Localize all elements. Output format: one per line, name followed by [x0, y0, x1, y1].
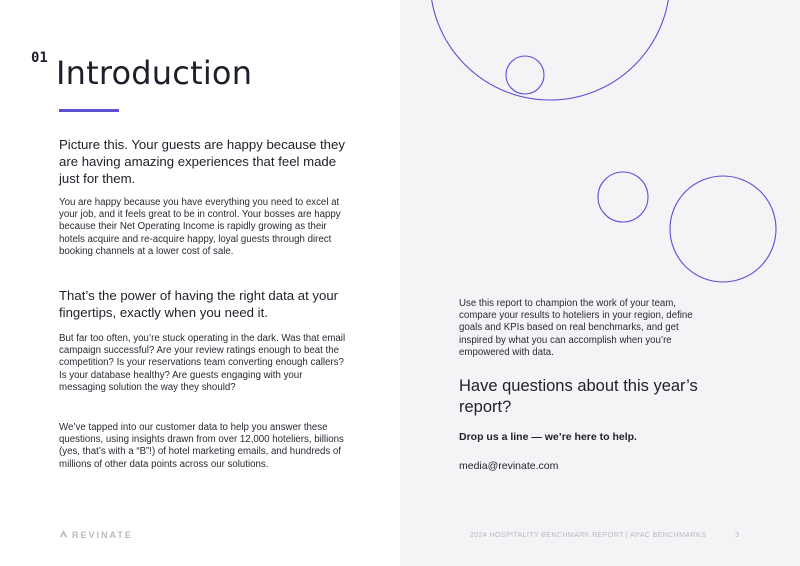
contact-cta: Drop us a line — we’re here to help.	[459, 431, 637, 443]
body-paragraph-1: You are happy because you have everything you need to excel at your job, and it feels great to be in control. Your bosses are happy because their Net Operating Income is rapidly growing as their hotels acquire and re-acquire happy, loyal guests through direct booking channels at a lower cost of sale.	[59, 197, 341, 257]
page-number: 3	[735, 530, 740, 539]
footer-logo-text: REVINATE	[72, 529, 133, 540]
title-underline	[59, 109, 119, 112]
report-intro-text: Use this report to champion the work of your team, compare your results to hoteliers in your region, define goals and KPIs based on real benchmarks, and get inspired by what you can accomplish when you’re empowered with data.	[459, 298, 693, 358]
contact-email-link[interactable]: media@revinate.com	[459, 460, 559, 472]
lead-paragraph-1: Picture this. Your guests are happy because they are having amazing experiences that feel made just for them.	[59, 137, 345, 186]
small-circle-top	[506, 56, 544, 94]
medium-circle	[670, 176, 776, 282]
body-paragraph-2: But far too often, you’re stuck operating in the dark. Was that email campaign successful? Are your review ratings enough to beat the competition? Is your reservations team converting enough callers? Is your database healthy? Are guests engaging with your messaging solution the way they should?	[59, 333, 346, 393]
right-page	[400, 0, 800, 566]
small-circle-middle	[598, 172, 648, 222]
page-title: Introduction	[56, 54, 253, 92]
lead-paragraph-2: That’s the power of having the right data at your fingertips, exactly when you need it.	[59, 288, 339, 320]
decorative-circles	[400, 0, 800, 566]
large-circle	[430, 0, 670, 100]
footer-logo	[59, 529, 133, 540]
questions-heading: Have questions about this year’s report?	[459, 377, 698, 416]
body-paragraph-3: We’ve tapped into our customer data to help you answer these questions, using insights drawn from over 12,000 hoteliers, billions (yes, that’s with a “B”!) of hotel marketing emails, and hundreds of millions of other data points across our solutions.	[59, 422, 344, 470]
section-number: 01	[31, 50, 48, 66]
revinate-logo-icon	[59, 529, 68, 540]
footer-report-title: 2024 HOSPITALITY BENCHMARK REPORT | APAC BENCHMARKS	[470, 530, 707, 539]
